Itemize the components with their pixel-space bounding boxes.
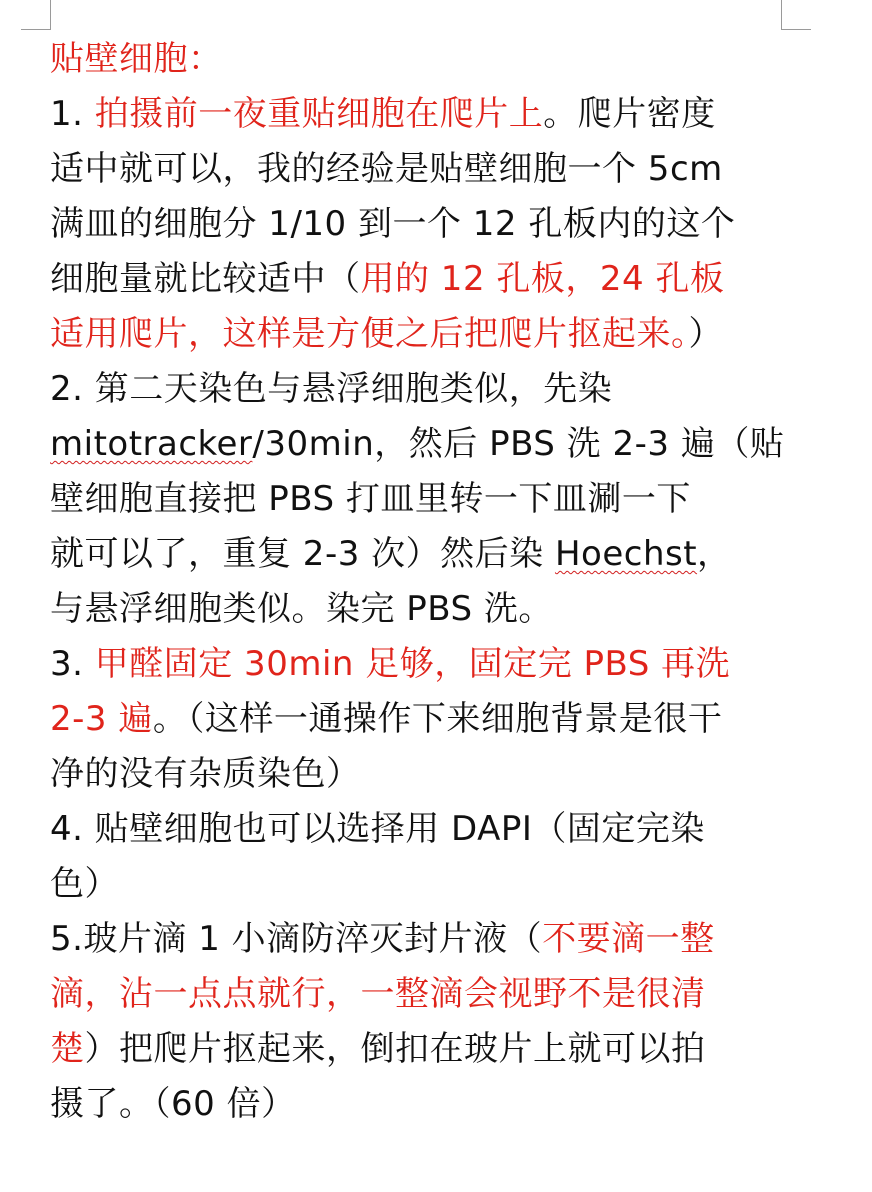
text-line — [50, 857, 840, 912]
text-segment: 。（这样一通操作下来细胞背景是很干 — [152, 699, 723, 739]
text-segment: 净的没有杂质染色） — [50, 754, 361, 794]
text-segment: 5.玻片滴 1 小滴防淬灭封片液（ — [50, 919, 543, 959]
text-segment: 2. 第二天染色与悬浮细胞类似，先染 — [50, 369, 613, 409]
text-line — [50, 967, 840, 1022]
highlighted-text: 滴，沾一点点就行，一整滴会视野不是很清 — [50, 974, 706, 1014]
text-segment: 4. 贴壁细胞也可以选择用 DAPI（固定完染 — [50, 809, 705, 849]
highlighted-text: 甲醛固定 30min 足够，固定完 PBS 再洗 — [94, 644, 731, 684]
text-line — [50, 912, 840, 967]
text-segment: 壁细胞直接把 PBS 打皿里转一下皿涮一下 — [50, 479, 691, 519]
text-segment: 1. — [50, 94, 95, 134]
text-line — [50, 142, 840, 197]
highlighted-text: 用的 12 孔板，24 孔板 — [360, 259, 725, 299]
text-line — [50, 362, 840, 417]
text-line — [50, 802, 840, 857]
text-line — [50, 252, 840, 307]
spellcheck-flagged-word: Hoechst — [554, 534, 698, 574]
highlighted-text: 不要滴一整 — [542, 919, 715, 959]
text-segment: 适中就可以，我的经验是贴壁细胞一个 5cm — [50, 149, 723, 189]
text-segment: 色） — [50, 864, 119, 904]
text-line — [50, 747, 840, 802]
page-corner-mark-top-right — [781, 0, 811, 30]
text-segment: 满皿的细胞分 1/10 到一个 12 孔板内的这个 — [50, 204, 736, 244]
text-segment: ）把爬片抠起来，倒扣在玻片上就可以拍 — [84, 1029, 706, 1069]
highlighted-text: 2-3 遍 — [50, 699, 153, 739]
text-line — [50, 637, 840, 692]
text-line — [50, 87, 840, 142]
text-line — [50, 527, 840, 582]
highlighted-text: 适用爬片，这样是方便之后把爬片抠起来。 — [50, 314, 689, 354]
text-line — [50, 472, 840, 527]
text-segment: ） — [688, 314, 723, 354]
text-segment: ， — [697, 534, 732, 574]
highlighted-text: 拍摄前一夜重贴细胞在爬片上 — [94, 94, 544, 134]
spellcheck-flagged-word: mitotracker — [50, 424, 253, 464]
document-heading: 贴壁细胞： — [50, 39, 223, 79]
highlighted-text: 楚 — [50, 1029, 85, 1069]
document-body[interactable] — [50, 32, 840, 1132]
text-segment: 摄了。（60 倍） — [50, 1084, 296, 1124]
text-segment: 与悬浮细胞类似。染完 PBS 洗。 — [50, 589, 553, 629]
text-line — [50, 582, 840, 637]
text-line — [50, 307, 840, 362]
page-corner-mark-top-left — [21, 0, 51, 30]
text-line — [50, 1022, 840, 1077]
text-segment: 。爬片密度 — [543, 94, 716, 134]
text-segment: 就可以了，重复 2-3 次）然后染 — [50, 534, 555, 574]
text-line — [50, 417, 840, 472]
text-line — [50, 197, 840, 252]
text-segment: 细胞量就比较适中（ — [50, 259, 361, 299]
text-segment: /30min，然后 PBS 洗 2-3 遍（贴 — [252, 424, 785, 464]
text-line — [50, 1077, 840, 1132]
text-segment: 3. — [50, 644, 95, 684]
text-line — [50, 692, 840, 747]
